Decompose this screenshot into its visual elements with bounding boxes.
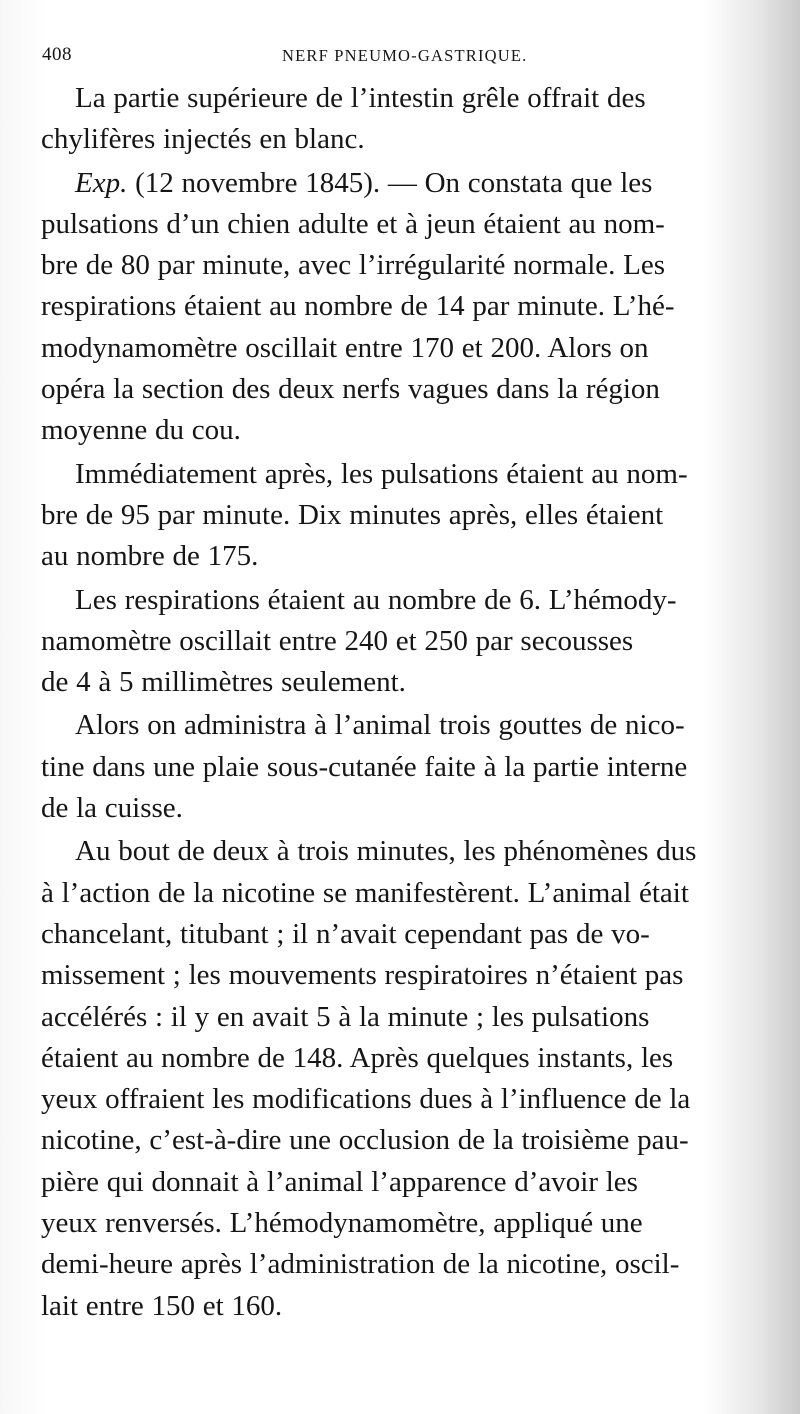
experiment-text: (12 novembre 1845). — On constata que les pulsations d’un chien adulte et à jeun étaient au nom- bre de 80 par minute, avec l’irrégularité normale. Les respirations étaient au nombre de 14 par minute. L’hé- modynamomètre oscillait entre 170 et 200. Alors on opéra la section des deux nerfs vagues dans la région moyenne du cou.	[41, 166, 675, 447]
paragraph-respirations: Les respirations étaient au nombre de 6. L’hémody- namomètre oscillait entre 240 et 250 par secousses de 4 à 5 millimètres seulement.	[41, 583, 677, 699]
body-text	[41, 78, 757, 1327]
paragraph-experiment	[41, 163, 757, 452]
experiment-label: Exp.	[75, 166, 128, 199]
paragraph-nicotine-administration: Alors on administra à l’animal trois gouttes de nico- tine dans une plaie sous-cutanée faite à la partie interne de la cuisse.	[41, 709, 688, 825]
paragraph-pulsations: Immédiatement après, les pulsations étaient au nom- bre de 95 par minute. Dix minutes après, elles étaient au nombre de 175.	[41, 457, 688, 573]
paragraph-intestine: La partie supérieure de l’intestin grêle offrait des chylifères injectés en blanc.	[41, 82, 646, 156]
paragraph-nicotine-effects: Au bout de deux à trois minutes, les phénomènes dus à l’action de la nicotine se manifestèrent. L’animal était chancelant, titubant ; il n’avait cependant pas de vo- missement ; les mouvements respiratoires n’étaient pas accélérés : il y en avait 5 à la minute ; les pulsations étaient au nombre de 148. Après quelques instants, les yeux offraient les modifications dues à l’influence de la nicotine, c’est-à-dire une occlusion de la troisième pau- pière qui donnait à l’animal l’apparence d’avoir les yeux renversés. L’hémodynamomètre, appliqué une demi-heure après l’administration de la nicotine, oscil- lait entre 150 et 160.	[41, 835, 697, 1322]
page-header	[42, 44, 752, 70]
running-title: NERF PNEUMO-GASTRIQUE.	[282, 46, 528, 65]
page-number: 408	[42, 44, 72, 65]
